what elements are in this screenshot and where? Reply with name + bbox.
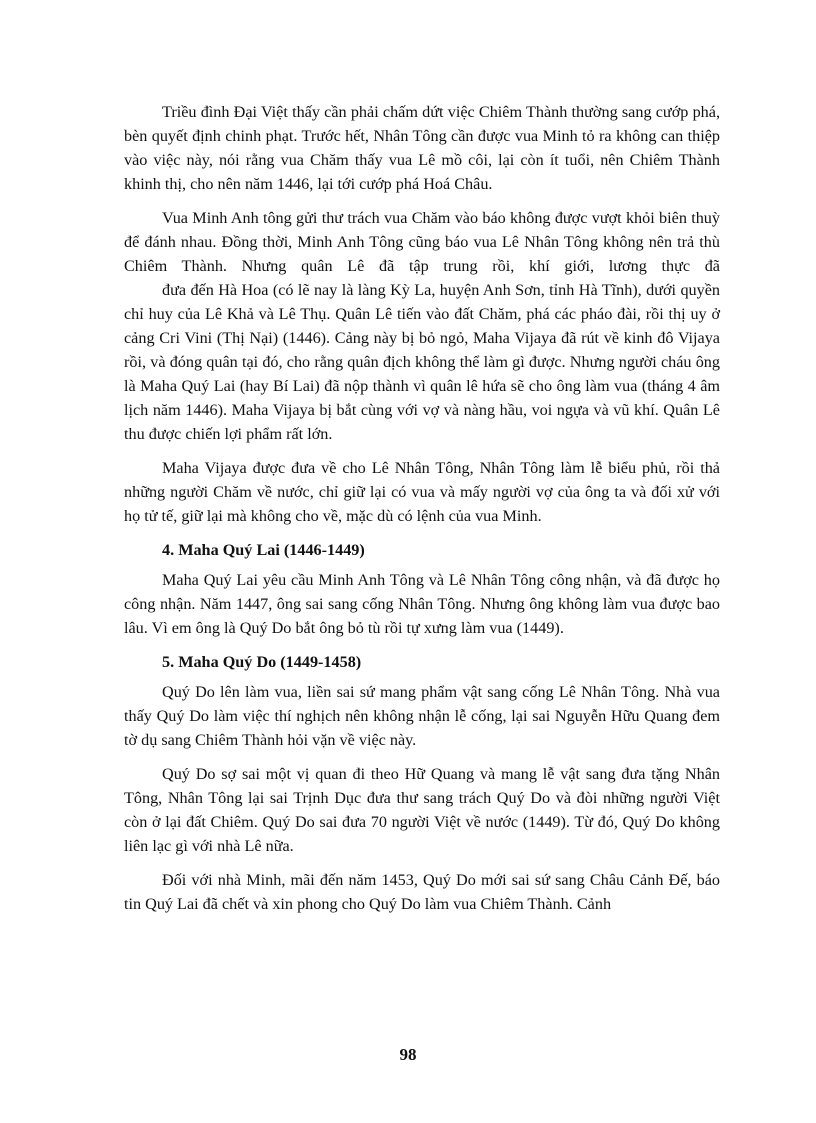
section-heading-4: 4. Maha Quý Lai (1446-1449): [162, 541, 365, 559]
paragraph-2-part-2: đưa đến Hà Hoa (có lẽ nay là làng Kỳ La, huyện Anh Sơn, tỉnh Hà Tĩnh), dưới quyền chỉ huy của Lê Khả và Lê Thụ. Quân Lê tiến vào đất Chăm, phá các pháo đài, rồi thị uy ở cảng Cri Vini (Thị Nại) (1446). Cảng này bị bỏ ngỏ, Maha Vijaya đã rút về kinh đô Vijaya rồi, và đóng quân tại đó, cho rằng quân địch không thể làm gì được. Nhưng người cháu ông là Maha Quý Lai (hay Bí Lai) đã nộp thành vì quân lê hứa sẽ cho ông làm vua (tháng 4 âm lịch năm 1446). Maha Vijaya bị bắt cùng với vợ và nàng hầu, voi ngựa và vũ khí. Quân Lê thu được chiến lợi phẩm rất lớn.: [124, 281, 720, 443]
paragraph-3: Maha Vijaya được đưa về cho Lê Nhân Tông, Nhân Tông làm lễ biểu phủ, rồi thả những người Chăm về nước, chỉ giữ lại có vua và mấy người vợ của ông ta và đối xử với họ tử tế, giữ lại mà không cho về, mặc dù có lệnh của vua Minh.: [124, 459, 720, 525]
paragraph-7: Đối với nhà Minh, mãi đến năm 1453, Quý Do mới sai sứ sang Châu Cảnh Đế, báo tin Quý Lai đã chết và xin phong cho Quý Do làm vua Chiêm Thành. Cảnh: [124, 871, 720, 913]
paragraph-2-part-1: Vua Minh Anh tông gửi thư trách vua Chăm vào báo không được vượt khỏi biên thuỳ để đánh nhau. Đồng thời, Minh Anh Tông cũng báo vua Lê Nhân Tông không nên trả thù Chiêm Thành. Nhưng quân Lê đã tập trung rồi, khí giới, lương thực đã: [124, 209, 720, 275]
page-body: [124, 100, 720, 916]
paragraph-5: Quý Do lên làm vua, liền sai sứ mang phẩm vật sang cống Lê Nhân Tông. Nhà vua thấy Quý Do làm việc thí nghịch nên không nhận lễ cống, lại sai Nguyễn Hữu Quang đem tờ dụ sang Chiêm Thành hỏi vặn về việc này.: [124, 683, 720, 749]
paragraph-6: Quý Do sợ sai một vị quan đi theo Hữ Quang và mang lễ vật sang đưa tặng Nhân Tông, Nhân Tông lại sai Trịnh Dục đưa thư sang trách Quý Do và đòi những người Việt còn ở lại đất Chiêm. Quý Do sai đưa 70 người Việt về nước (1449). Từ đó, Quý Do không liên lạc gì với nhà Lê nữa.: [124, 765, 720, 855]
section-heading-5: 5. Maha Quý Do (1449-1458): [162, 653, 362, 671]
paragraph-1: Triều đình Đại Việt thấy cần phải chấm dứt việc Chiêm Thành thường sang cướp phá, bèn quyết định chinh phạt. Trước hết, Nhân Tông cần được vua Minh tỏ ra không can thiệp vào việc này, nói rằng vua Chăm thấy vua Lê mồ côi, lại còn ít tuổi, nên Chiêm Thành khinh thị, cho nên năm 1446, lại tới cướp phá Hoá Châu.: [124, 103, 720, 193]
page-number: 98: [399, 1045, 417, 1064]
paragraph-4: Maha Quý Lai yêu cầu Minh Anh Tông và Lê Nhân Tông công nhận, và đã được họ công nhận. Năm 1447, ông sai sang cống Nhân Tông. Nhưng ông không làm vua được bao lâu. Vì em ông là Quý Do bắt ông bỏ tù rồi tự xưng làm vua (1449).: [124, 571, 720, 637]
